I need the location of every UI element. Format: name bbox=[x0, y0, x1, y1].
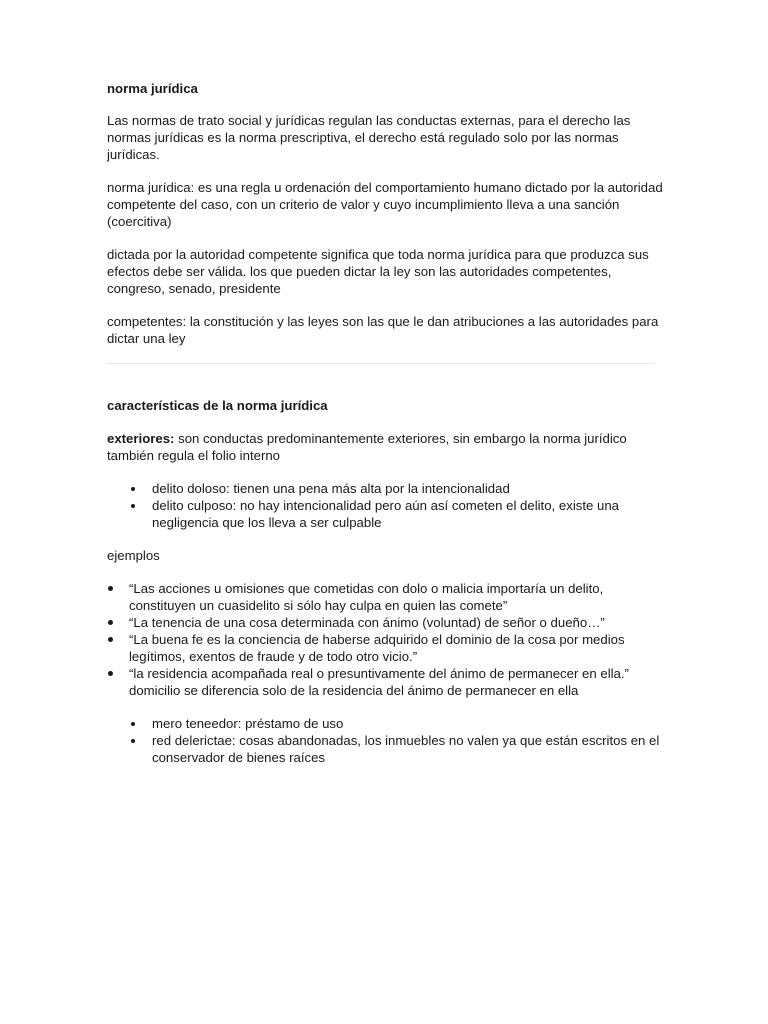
paragraph-3: dictada por la autoridad competente significa que toda norma jurídica para que produzca sus efectos debe ser válida. los que pueden dictar la ley son las autoridades competentes, congreso, senado, presidente bbox=[107, 247, 649, 296]
list-item: “La tenencia de una cosa determinada con ánimo (voluntad) de señor o dueño…” bbox=[107, 614, 668, 631]
list-item: “Las acciones u omisiones que cometidas con dolo o malicia importaría un delito, constituyen un cuasidelito si sólo hay culpa en quien las comete” bbox=[107, 580, 668, 614]
list-item: “La buena fe es la conciencia de haberse adquirido el dominio de la cosa por medios legítimos, exentos de fraude y de todo otro vicio.” bbox=[107, 631, 668, 665]
list-item: delito culposo: no hay intencionalidad pero aún así cometen el delito, existe una negligencia que los lleva a ser culpable bbox=[107, 497, 668, 531]
exteriores-label: exteriores: bbox=[107, 431, 175, 446]
delitos-list bbox=[107, 480, 668, 531]
ejemplos-list bbox=[107, 580, 668, 699]
list-item: “la residencia acompañada real o presuntivamente del ánimo de permanecer en ella.” domicilio se diferencia solo de la residencia del ánimo de permanecer en ella bbox=[107, 665, 668, 699]
section-divider bbox=[107, 363, 655, 364]
paragraph-2: norma jurídica: es una regla u ordenación del comportamiento humano dictado por la autoridad competente del caso, con un criterio de valor y cuyo incumplimiento lleva a una sanción (coercitiva) bbox=[107, 180, 663, 229]
list-item: red delerictae: cosas abandonadas, los inmuebles no valen ya que están escritos en el conservador de bienes raíces bbox=[107, 732, 668, 766]
ejemplos-label: ejemplos bbox=[107, 548, 160, 563]
extra-list bbox=[107, 715, 668, 766]
section-title-norma-juridica: norma jurídica bbox=[107, 81, 198, 96]
section-title-caracteristicas: características de la norma jurídica bbox=[107, 398, 328, 413]
list-item: delito doloso: tienen una pena más alta por la intencionalidad bbox=[107, 480, 668, 497]
exteriores-text: son conductas predominantemente exteriores, sin embargo la norma jurídico también regula el folio interno bbox=[107, 431, 627, 463]
paragraph-1: Las normas de trato social y jurídicas regulan las conductas externas, para el derecho las normas jurídicas es la norma prescriptiva, el derecho está regulado solo por las normas jurídicas. bbox=[107, 113, 631, 162]
list-item: mero teneedor: préstamo de uso bbox=[107, 715, 668, 732]
paragraph-4: competentes: la constitución y las leyes son las que le dan atribuciones a las autoridades para dictar una ley bbox=[107, 314, 659, 346]
paragraph-exteriores bbox=[107, 430, 668, 464]
